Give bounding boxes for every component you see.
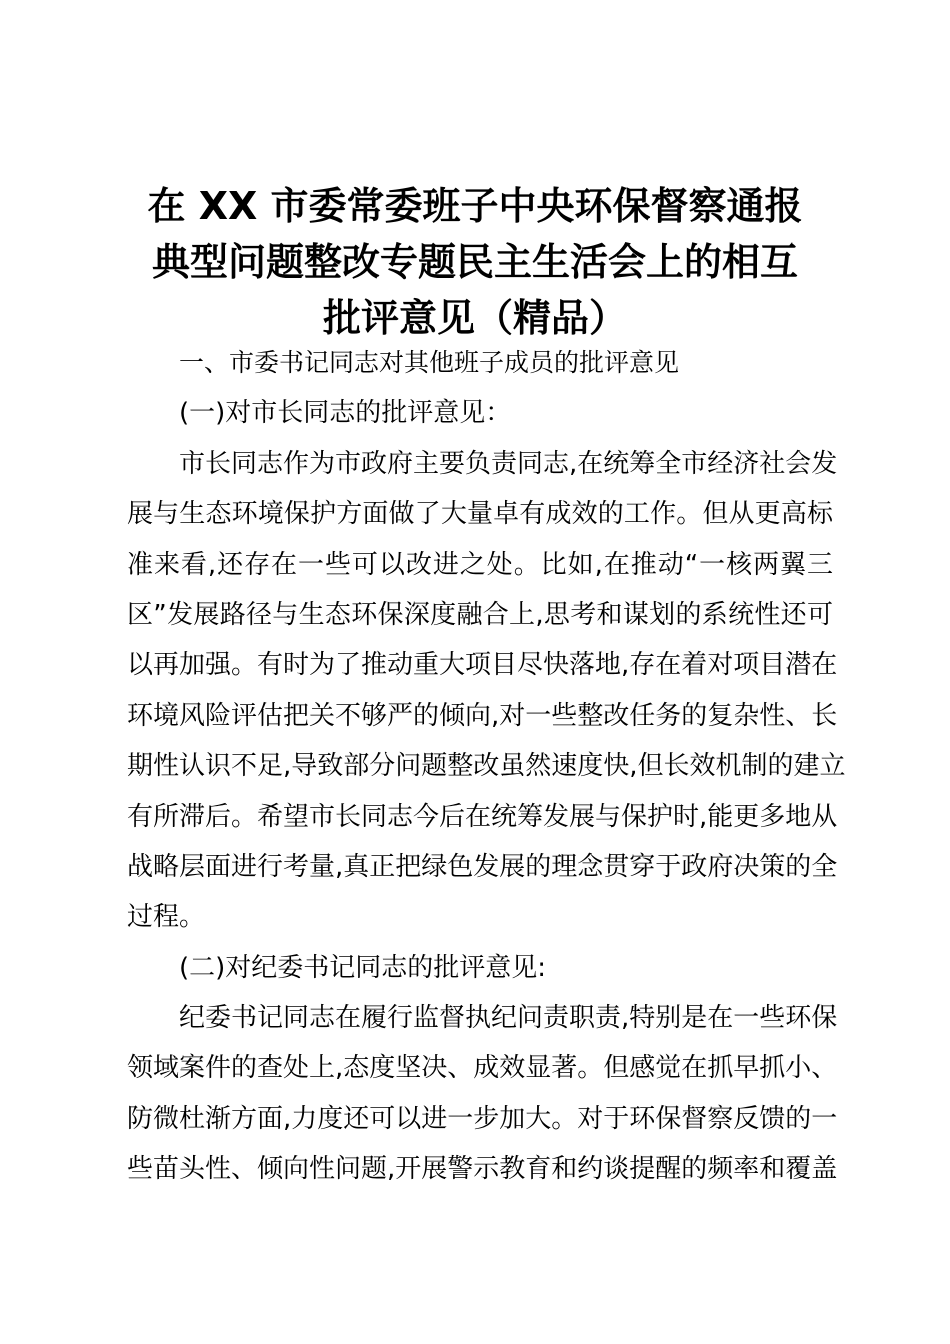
paragraph-mayor [127,439,846,943]
paragraph-line: 期性认识不足,导致部分问题整改虽然速度快,但长效机制的建立 [127,751,846,782]
paragraph-line: 战略层面进行考量,真正把绿色发展的理念贯穿于政府决策的全 [127,851,838,882]
title-line: 典型问题整改专题民主生活会上的相互 [151,240,798,284]
paragraph-line: 区”发展路径与生态环保深度融合上,思考和谋划的系统性还可 [127,599,833,630]
paragraph-line: 展与生态环境保护方面做了大量卓有成效的工作。但从更高标 [127,499,833,530]
paragraph-discipline-secretary [127,993,838,1195]
section-heading: 一、市委书记同志对其他班子成员的批评意见 [179,348,680,377]
document-body [127,338,846,1195]
document-title [100,178,850,346]
paragraph-line: 市长同志作为市政府主要负责同志,在统筹全市经济社会发 [179,448,838,479]
paragraph-line: 准来看,还存在一些可以改进之处。比如,在推动“一核两翼三 [127,549,833,580]
paragraph-line: 环境风险评估把关不够严的倾向,对一些整改任务的复杂性、长 [127,700,838,731]
paragraph-line: 些苗头性、倾向性问题,开展警示教育和约谈提醒的频率和覆盖 [127,1154,838,1185]
paragraph-line: 防微杜渐方面,力度还可以进一步加大。对于环保督察反馈的一 [127,1103,838,1134]
paragraph-line: 以再加强。有时为了推动重大项目尽快落地,存在着对项目潜在 [127,650,838,681]
paragraph-line: 领域案件的查处上,态度坚决、成效显著。但感觉在抓早抓小、 [127,1053,838,1084]
paragraph-line: 过程。 [127,902,206,933]
paragraph-line: 有所滞后。希望市长同志今后在统筹发展与保护时,能更多地从 [127,801,838,832]
subsection-heading: (一)对市长同志的批评意见： [179,398,512,429]
paragraph-line: 纪委书记同志在履行监督执纪问责职责,特别是在一些环保 [179,1003,838,1034]
subsection-heading: (二)对纪委书记同志的批评意见: [179,952,547,983]
title-line: 在 XX 市委常委班子中央环保督察通报 [147,184,803,228]
title-line: 批评意见（精品） [322,296,627,340]
